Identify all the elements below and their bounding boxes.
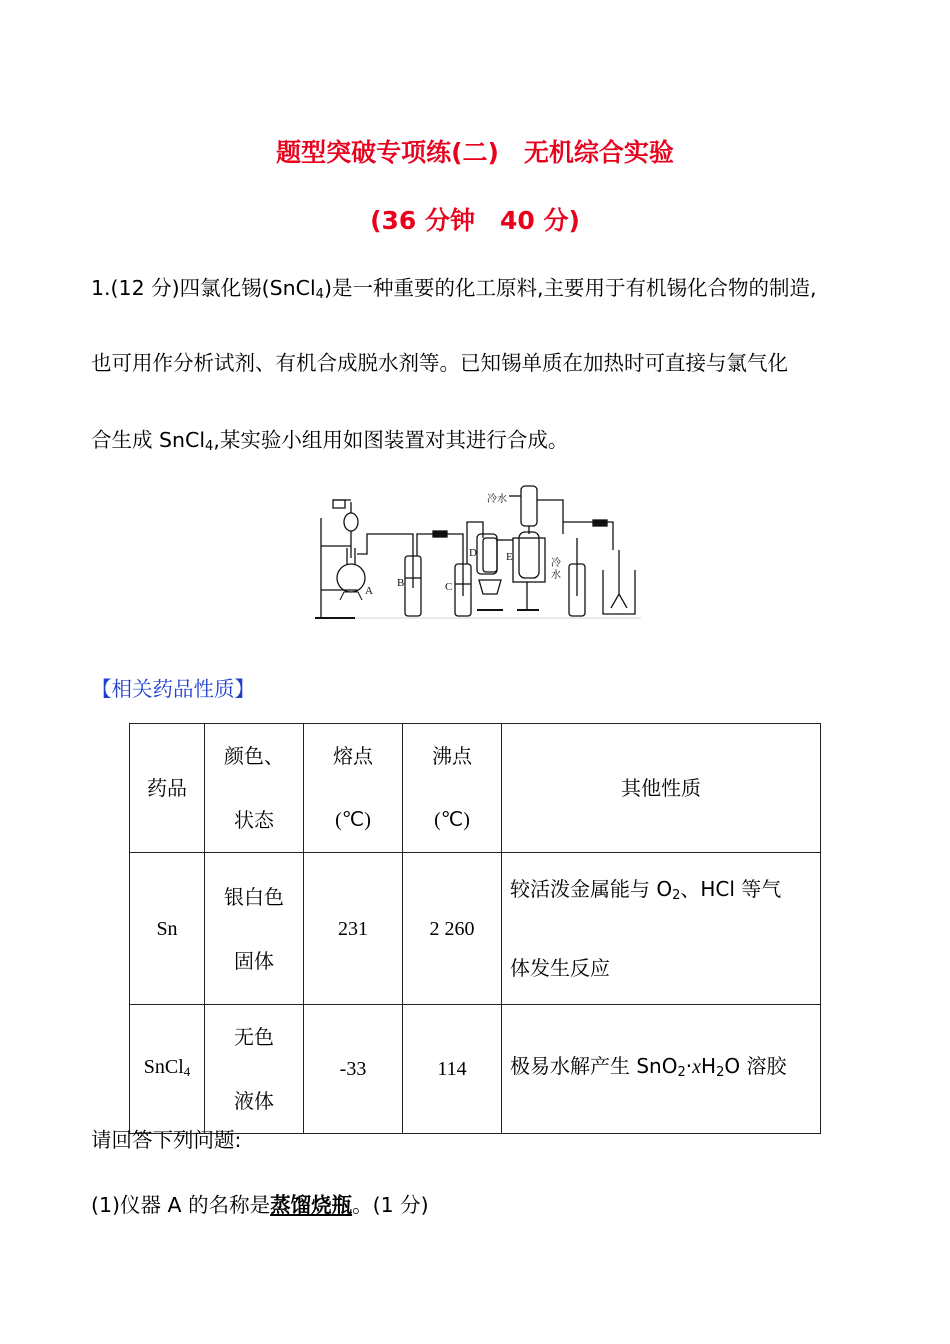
properties-table (129, 723, 821, 1134)
label-e: E (506, 551, 513, 563)
question-line-2: 也可用作分析试剂、有机合成脱水剂等。已知锡单质在加热时可直接与氯气化 (91, 351, 788, 375)
table-row (130, 853, 821, 1005)
label-b: B (397, 577, 405, 589)
table-header-row (130, 724, 821, 853)
label-c: C (445, 581, 453, 593)
header-other: 其他性质 (502, 724, 821, 853)
answer-text: 蒸馏烧瓶 (270, 1193, 353, 1217)
cell-drug: Sn (130, 853, 205, 1005)
label-cold-water-side-1: 冷 (551, 558, 561, 569)
label-cold-water-top: 冷水 (487, 494, 507, 505)
header-drug: 药品 (130, 724, 205, 853)
apparatus-diagram (313, 478, 643, 623)
cell-melting-point: -33 (304, 1005, 403, 1134)
question-line-3: 合生成 SnCl$_4$,某实验小组用如图装置对其进行合成。 (91, 428, 569, 454)
header-color-state: 颜色、 状态 (205, 724, 304, 853)
section-heading: 【相关药品性质】 (91, 677, 255, 701)
cell-state: 银白色 固体 (205, 853, 304, 1005)
prompt-text: 请回答下列问题: (91, 1128, 242, 1152)
cell-boiling-point: 114 (403, 1005, 502, 1134)
label-d: D (469, 547, 477, 559)
label-cold-water-side-2: 水 (551, 570, 561, 581)
page-title: 题型突破专项练(二) 无机综合实验 (276, 138, 674, 167)
header-boiling-point: 沸点 (℃) (403, 724, 502, 853)
cell-boiling-point: 2 260 (403, 853, 502, 1005)
question-line-1: 1.(12 分)四氯化锡(SnCl$_4$)是一种重要的化工原料,主要用于有机锡化合物的制造, (91, 276, 817, 302)
cell-state: 无色 液体 (205, 1005, 304, 1134)
label-a: A (365, 585, 373, 597)
cell-melting-point: 231 (304, 853, 403, 1005)
table-row (130, 1005, 821, 1134)
page-subtitle: (36 分钟 40 分) (370, 206, 580, 235)
sub-question-1: (1)仪器 A 的名称是蒸馏烧瓶。(1 分) (91, 1193, 429, 1217)
cell-drug: SnCl$_4$ (130, 1005, 205, 1134)
cell-other: 较活泼金属能与 $O_2$、HCl 等气 体发生反应 (502, 853, 821, 1005)
cell-other: 极易水解产生 $SnO_2\cdot xH_2O$ 溶胶 (502, 1005, 821, 1134)
header-melting-point: 熔点 (℃) (304, 724, 403, 853)
